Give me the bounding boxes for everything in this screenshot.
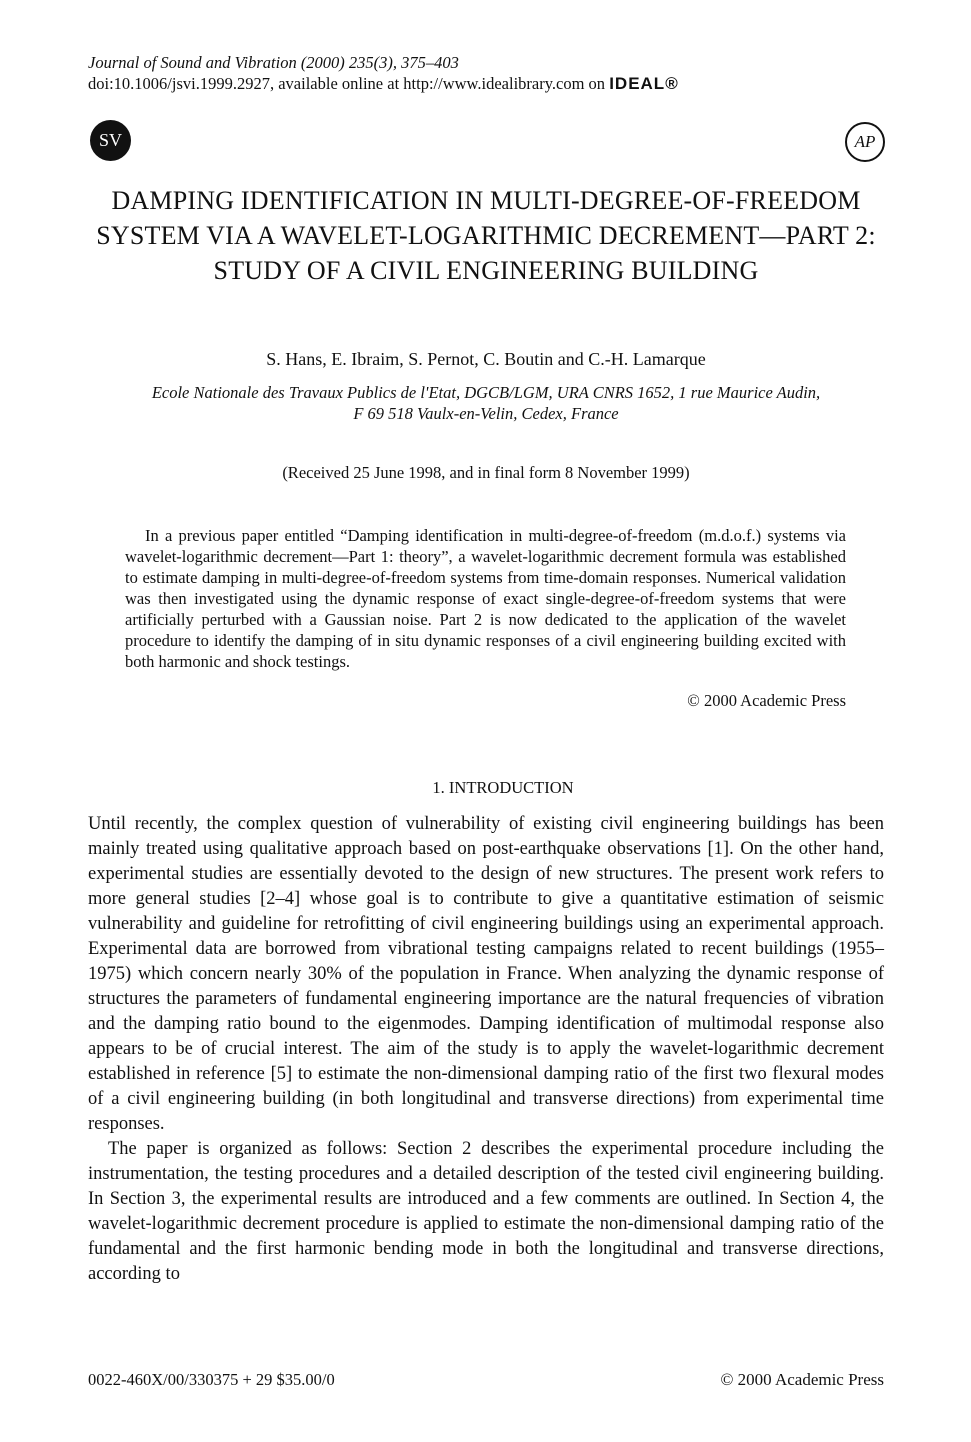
received-date: (Received 25 June 1998, and in final form 8 November 1999) [282,463,690,482]
ap-logo: AP [845,122,885,162]
body-text [88,812,884,1287]
journal-citation: Journal of Sound and Vibration (2000) 235(3), 375–403 [88,53,459,72]
paragraph-1: Until recently, the complex question of vulnerability of existing civil engineering buildings has been mainly treated using qualitative approach based on post-earthquake observations [1]. On the other hand, experimental studies are essentially devoted to the design of new structures. The present work refers to more general studies [2–4] whose goal is to contribute to give a quantitative estimation of seismic vulnerability and guideline for retrofitting of civil engineering buildings using an experimental approach. Experimental data are borrowed from vibrational testing campaigns related to recent buildings (1955–1975) which concern nearly 30% of the population in France. When analyzing the dynamic response of structures the parameters of fundamental engineering importance are the natural frequencies of vibration and the damping ratio bound to the eigenmodes. Damping identification of multimodal response also appears to be of crucial interest. The aim of the study is to apply the wavelet-logarithmic decrement established in reference [5] to estimate the non-dimensional damping ratio of the first two flexural modes of a civil engineering building (in both longitudinal and transverse directions) from experimental time responses. [88,814,884,1134]
doi-line [88,73,679,94]
author-list: S. Hans, E. Ibraim, S. Pernot, C. Boutin and C.-H. Lamarque [266,349,706,369]
sv-logo: SV [90,120,131,161]
affiliation [88,382,884,424]
abstract: In a previous paper entitled “Damping identification in multi-degree-of-freedom (m.d.o.f.) systems via wavelet-logarithmic decrement—Part 1: theory”, a wavelet-logarithmic decrement formula was established to estimate damping in multi-degree-of-freedom systems from time-domain responses. Numerical validation was then investigated using the dynamic response of exact single-degree-of-freedom systems that were artificially perturbed with a Gaussian noise. Part 2 is now dedicated to the application of the wavelet procedure to identify the damping of in situ dynamic responses of a civil engineering building excited with both harmonic and shock testings. [125,526,846,671]
footer-code: 0022-460X/00/330375 + 29 $35.00/0 [88,1370,335,1389]
paper-title: DAMPING IDENTIFICATION IN MULTI-DEGREE-OF-FREEDOM SYSTEM VIA A WAVELET-LOGARITHMIC DECREMENT—PART 2: STUDY OF A CIVIL ENGINEERING BUILDING [96,186,876,285]
abstract-copyright: © 2000 Academic Press [687,691,846,710]
doi-text: doi:10.1006/jsvi.1999.2927, available online at http://www.idealibrary.com on [88,74,606,93]
affiliation-line-1: Ecole Nationale des Travaux Publics de l'Etat, DGCB/LGM, URA CNRS 1652, 1 rue Maurice Audin, [151,383,821,402]
section-heading: 1. INTRODUCTION [432,778,574,797]
ideal-logo: IDEAL® [609,74,679,93]
journal-header [88,52,679,94]
affiliation-line-2: F 69 518 Vaulx-en-Velin, Cedex, France [353,404,619,423]
footer-copyright: © 2000 Academic Press [720,1370,884,1389]
paragraph-2: The paper is organized as follows: Section 2 describes the experimental procedure including the instrumentation, the testing procedures and a detailed description of the tested civil engineering building. In Section 3, the experimental results are introduced and a few comments are outlined. In Section 4, the wavelet-logarithmic decrement procedure is applied to estimate the non-dimensional damping ratio of the fundamental and the first harmonic bending mode in both the longitudinal and transverse directions, according to [88,1139,884,1284]
